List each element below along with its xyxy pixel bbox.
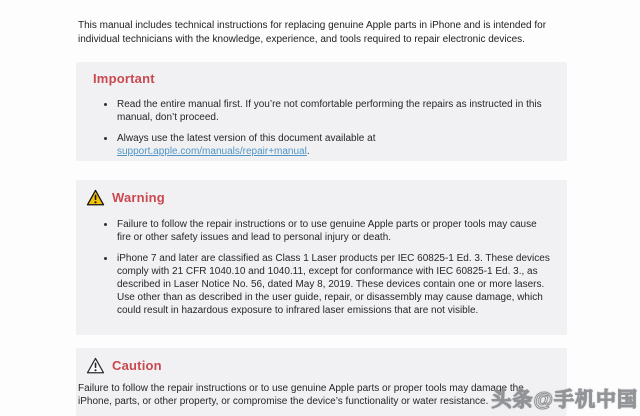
bullet-text	[117, 132, 551, 158]
warning-heading	[76, 180, 567, 206]
bullet-dot	[104, 257, 107, 260]
bullet-text: iPhone 7 and later are classified as Class 1 Laser products per IEC 60825-1 Ed. 3. These devices comply with 21 CFR 1040.10 and 1040.11, except for conformance with IEC 60825-1 Ed. 3., as described in Laser Notice No. 56, dated May 8, 2019. These devices contain one or more lasers. Use other than as described in the user guide, repair, or disassembly may cause damage, which could result in hazardous exposure to infrared laser emissions that are not visible.	[117, 253, 550, 316]
caution-heading	[76, 348, 567, 374]
warning-section	[76, 180, 567, 335]
bullet-text-suffix: .	[306, 146, 310, 157]
bullet-dot	[104, 137, 107, 140]
support-manual-link[interactable]: support.apple.com/manuals/repair+manual	[117, 146, 307, 157]
important-section	[76, 62, 567, 161]
warning-title: Warning	[112, 190, 165, 205]
warning-triangle-filled-icon	[86, 189, 105, 206]
intro-paragraph: This manual includes technical instructions for replacing genuine Apple parts in iPhone and is intended for individual technicians with the knowledge, experience, and tools required to repair electronic devices.	[78, 20, 547, 45]
caution-title: Caution	[112, 358, 162, 373]
bullet-text-prefix: Always use the latest version of this document available at	[117, 133, 376, 144]
list-item	[117, 218, 549, 244]
bullet-text: Failure to follow the repair instructions or to use genuine Apple parts or proper tools may cause fire or other safety issues and lead to personal injury or death.	[117, 219, 537, 243]
caution-body-text: Failure to follow the repair instructions or to use genuine Apple parts or proper tools may damage the iPhone, parts, or other property, or compromise the device’s functionality or water resistance.	[78, 383, 524, 407]
warning-triangle-outline-icon	[86, 357, 105, 374]
list-item	[117, 132, 549, 158]
bullet-dot	[104, 103, 107, 106]
important-title: Important	[93, 71, 155, 86]
list-item	[117, 98, 549, 124]
list-item	[117, 252, 549, 317]
watermark: 头条@手机中国	[491, 389, 638, 411]
bullet-text: Read the entire manual first. If you’re not comfortable performing the repairs as instructed in this manual, don’t proceed.	[117, 99, 542, 123]
bullet-dot	[104, 223, 107, 226]
